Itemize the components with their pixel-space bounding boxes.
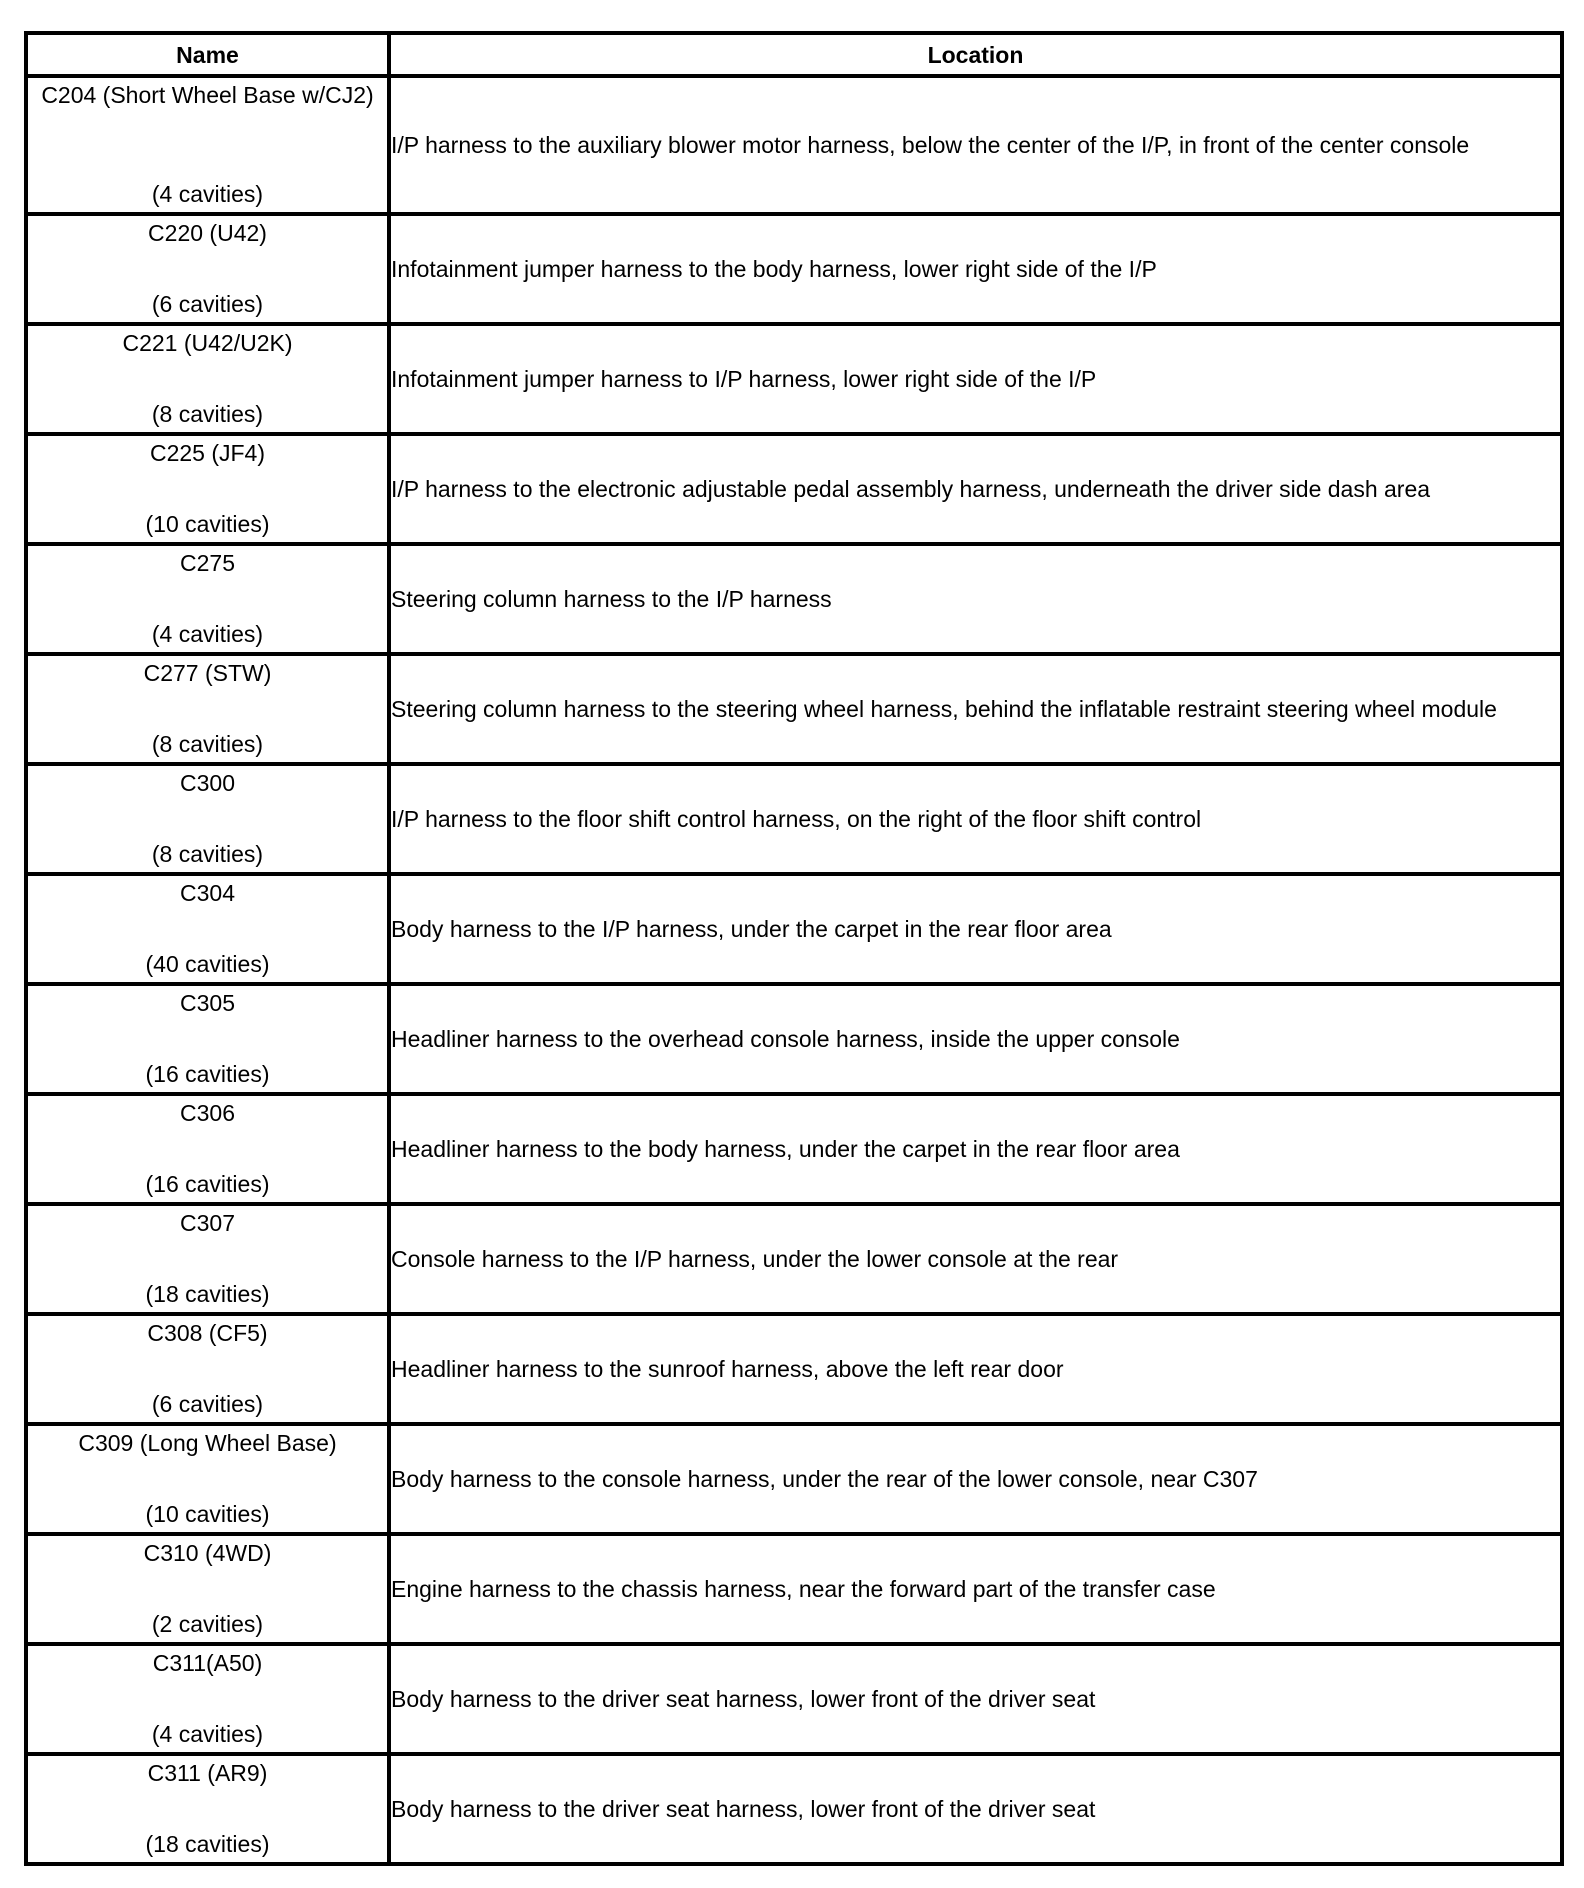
connector-location: Infotainment jumper harness to the body harness, lower right side of the I/P [391,256,1157,282]
connector-name-cell [26,1424,389,1534]
connector-location: Headliner harness to the body harness, under the carpet in the rear floor area [391,1136,1180,1162]
connector-location-cell [389,434,1562,544]
connector-location-cell [389,1644,1562,1754]
table-row [26,434,1562,544]
connector-name-cell [26,1644,389,1754]
connector-location-cell [389,1424,1562,1534]
connector-name-cell [26,214,389,324]
connector-cavities: (4 cavities) [151,621,264,647]
connector-location: Body harness to the console harness, under the rear of the lower console, near C307 [391,1466,1258,1492]
table-row [26,324,1562,434]
connector-name: C277 (STW) [143,660,272,686]
connector-name: C307 [180,1210,235,1236]
table-row [26,1204,1562,1314]
connector-name: C304 [180,880,235,906]
connector-name-cell [26,434,389,544]
table-body [26,76,1562,1864]
connector-location: Headliner harness to the overhead console harness, inside the upper console [391,1026,1180,1052]
connector-location-cell [389,1094,1562,1204]
connector-location-cell [389,1754,1562,1864]
connector-name: C300 [180,770,235,796]
table-row [26,1644,1562,1754]
connector-name-cell [26,544,389,654]
connector-location: Body harness to the I/P harness, under the carpet in the rear floor area [391,916,1112,942]
connector-location-cell [389,1204,1562,1314]
connector-name-cell [26,1094,389,1204]
connector-location-cell [389,764,1562,874]
connector-name: C309 (Long Wheel Base) [78,1430,337,1456]
connector-location: I/P harness to the floor shift control harness, on the right of the floor shift control [391,806,1202,832]
connector-name: C220 (U42) [148,220,267,246]
connector-location: Console harness to the I/P harness, under the lower console at the rear [391,1246,1119,1272]
table-header-row [26,33,1562,76]
connector-cavities: (10 cavities) [145,511,270,537]
connector-location: I/P harness to the electronic adjustable pedal assembly harness, underneath the driver side dash area [391,476,1431,502]
connector-location-cell [389,874,1562,984]
connector-name: C225 (JF4) [149,440,266,466]
connector-name: C306 [180,1100,235,1126]
connector-location-cell [389,1534,1562,1644]
connector-cavities: (8 cavities) [151,841,264,867]
connector-location-cell [389,1314,1562,1424]
table-row [26,214,1562,324]
connector-location: I/P harness to the auxiliary blower motor harness, below the center of the I/P, in front of the center console [391,132,1470,158]
connector-name-cell [26,984,389,1094]
table-row [26,1534,1562,1644]
connector-location: Engine harness to the chassis harness, near the forward part of the transfer case [391,1576,1216,1602]
connector-cavities: (18 cavities) [145,1281,270,1307]
table-row [26,1424,1562,1534]
connector-cavities: (8 cavities) [151,401,264,427]
connector-location-cell [389,76,1562,214]
table-row [26,76,1562,214]
name-column-header: Name [26,33,389,76]
table-row [26,764,1562,874]
connector-cavities: (8 cavities) [151,731,264,757]
table-row [26,1314,1562,1424]
connector-location: Body harness to the driver seat harness, lower front of the driver seat [391,1796,1096,1822]
location-column-header: Location [389,33,1562,76]
connector-name-cell [26,1314,389,1424]
table-row [26,1754,1562,1864]
connector-cavities: (6 cavities) [151,1391,264,1417]
table-row [26,654,1562,764]
connector-cavities: (16 cavities) [145,1171,270,1197]
connector-location-cell [389,324,1562,434]
connector-location: Headliner harness to the sunroof harness, above the left rear door [391,1356,1064,1382]
connector-location-cell [389,544,1562,654]
connector-cavities: (4 cavities) [151,181,264,207]
connector-location: Steering column harness to the steering wheel harness, behind the inflatable restraint steering wheel module [391,696,1497,722]
connector-name-cell [26,1754,389,1864]
connector-name-cell [26,324,389,434]
connector-location: Infotainment jumper harness to I/P harness, lower right side of the I/P [391,366,1097,392]
connector-name: C311(A50) [152,1650,263,1676]
connector-cavities: (4 cavities) [151,1721,264,1747]
connector-cavities: (6 cavities) [151,291,264,317]
table-row [26,1094,1562,1204]
connector-name-cell [26,1534,389,1644]
connector-location-cell [389,214,1562,324]
connector-cavities: (2 cavities) [151,1611,264,1637]
connector-name: C311 (AR9) [147,1760,268,1786]
connector-name-cell [26,764,389,874]
connector-cavities: (10 cavities) [145,1501,270,1527]
connector-location: Body harness to the driver seat harness, lower front of the driver seat [391,1686,1096,1712]
connector-location: Steering column harness to the I/P harness [391,586,832,612]
connector-cavities: (16 cavities) [145,1061,270,1087]
connector-name-cell [26,654,389,764]
connector-location-cell [389,984,1562,1094]
connector-name-cell [26,1204,389,1314]
connector-name-cell [26,76,389,214]
connector-table [24,31,1564,1866]
connector-name: C305 [180,990,235,1016]
connector-cavities: (18 cavities) [145,1831,270,1857]
connector-name: C308 (CF5) [147,1320,268,1346]
connector-name-cell [26,874,389,984]
table-row [26,984,1562,1094]
connector-location-cell [389,654,1562,764]
connector-cavities: (40 cavities) [145,951,270,977]
connector-name: C221 (U42/U2K) [122,330,293,356]
table-row [26,874,1562,984]
connector-name: C275 [180,550,235,576]
connector-name: C310 (4WD) [143,1540,272,1566]
connector-name: C204 (Short Wheel Base w/CJ2) [41,82,374,108]
table-row [26,544,1562,654]
